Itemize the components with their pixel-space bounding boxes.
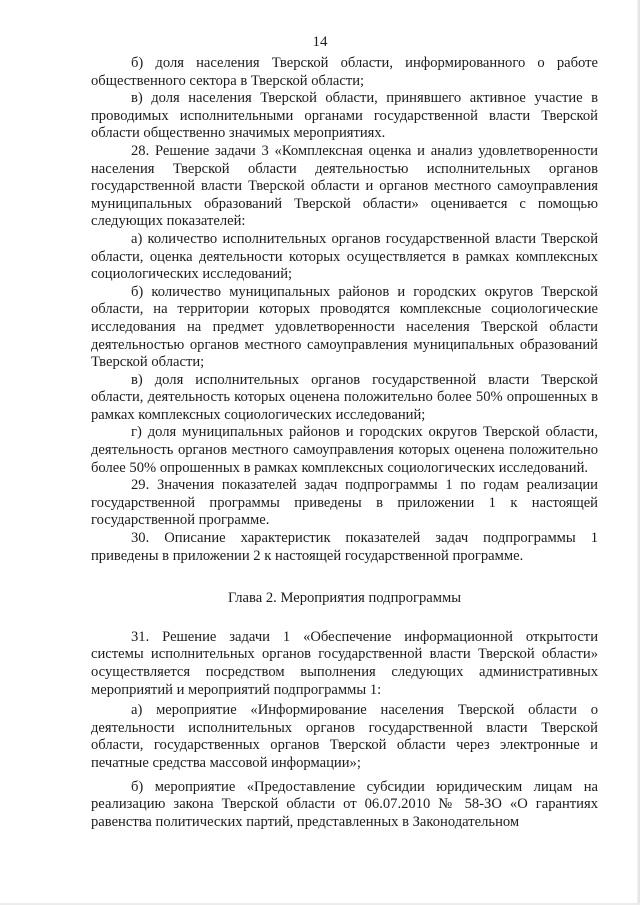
- paragraph-29: 29. Значения показателей задач подпрограммы 1 по годам реализации государственной программы приведены в приложении 1 к настоящей государственной программе.: [91, 477, 598, 529]
- paragraph-measure-a: а) мероприятие «Информирование населения Тверской области о деятельности исполнительных органов государственной власти Тверской области, государственных органов Тверской области через электронные и печатные средства массовой информации»;: [91, 702, 598, 771]
- paragraph-indicator-b2: б) количество муниципальных районов и городских округов Тверской области, на территории которых проводятся комплексные социологические исследования на предмет удовлетворенности населения Тверской области деятельностью органов местного самоуправления муниципальных образований Тверской области;: [91, 283, 598, 371]
- paragraph-indicator-g: г) доля муниципальных районов и городских округов Тверской области, деятельность органов местного самоуправления которых оценена положительно более 50% опрошенных в рамках комплексных социологических исследований.: [91, 424, 598, 476]
- chapter-heading: Глава 2. Мероприятия подпрограммы: [227, 590, 462, 607]
- paragraph-30: 30. Описание характеристик показателей задач подпрограммы 1 приведены в приложении 2 к настоящей государственной программе.: [91, 530, 598, 564]
- paragraph-indicator-v: в) доля населения Тверской области, принявшего активное участие в проводимых исполнительными органами государственной власти Тверской области общественно значимых мероприятиях.: [91, 90, 598, 142]
- page-number: 14: [312, 34, 328, 50]
- paragraph-measure-b: б) мероприятие «Предоставление субсидии юридическим лицам на реализацию закона Тверской области от 06.07.2010 № 58-ЗО «О гарантиях равенства политических партий, представленных в Законодательном: [91, 778, 598, 830]
- paragraph-indicator-a: а) количество исполнительных органов государственной власти Тверской области, оценка деятельности которых осуществляется в рамках комплексных социологических исследований;: [91, 230, 598, 283]
- paragraph-31: 31. Решение задачи 1 «Обеспечение информационной открытости системы исполнительных органов государственной власти Тверской области» осуществляется посредством выполнения следующих административных мероприятий и мероприятий подпрограммы 1:: [91, 628, 598, 698]
- document-body: [91, 55, 598, 831]
- paragraph-28: 28. Решение задачи 3 «Комплексная оценка и анализ удовлетворенности населения Тверской области деятельностью исполнительных органов государственной власти Тверской области и органов местного самоуправления муниципальных образований Тверской области» оценивается с помощью следующих показателей:: [91, 142, 598, 230]
- paragraph-indicator-b: б) доля населения Тверской области, информированного о работе общественного сектора в Тверской области;: [91, 55, 598, 89]
- paragraph-indicator-v2: в) доля исполнительных органов государственной власти Тверской области, деятельность которых оценена положительно более 50% опрошенных в рамках комплексных социологических исследований;: [91, 371, 598, 423]
